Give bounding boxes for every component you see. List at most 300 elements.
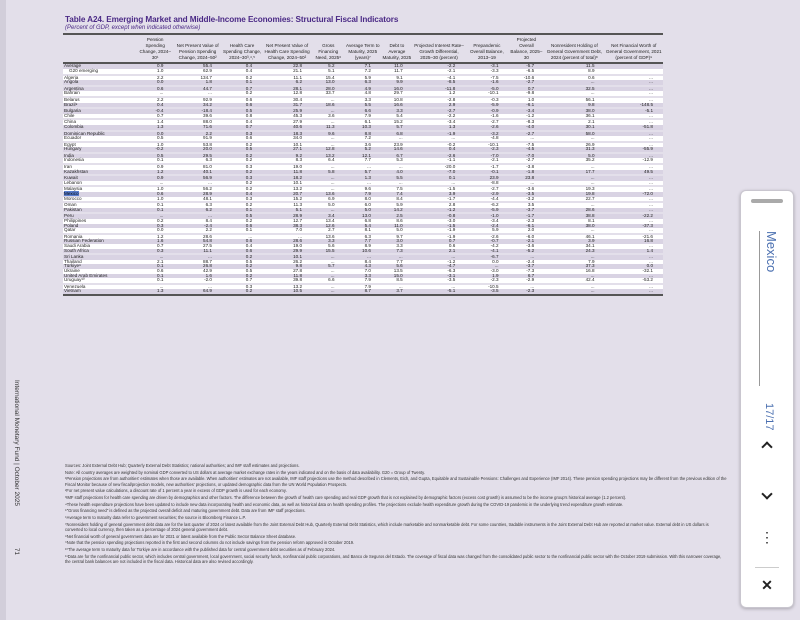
table-cell: -3.1 — [413, 274, 466, 279]
table-cell: 0.2 — [222, 181, 262, 186]
table-cell: 10.5 — [262, 289, 312, 295]
table-cell: ... — [312, 289, 345, 295]
row-label-text: Average — [64, 63, 82, 69]
table-cell: 11.8 — [262, 274, 312, 279]
table-cell: -7.0 — [413, 170, 466, 175]
table-cell: 6.4 — [312, 158, 345, 163]
table-cell: 1.0 — [509, 98, 545, 103]
table-cell: 88.7 — [173, 260, 222, 265]
table-cell: 5.9 — [465, 228, 508, 233]
table-cell: 9.8 — [262, 264, 312, 269]
table-cell: -6.5 — [509, 69, 545, 74]
table-cell: 6.1 — [345, 120, 381, 125]
table-cell: 0.6 — [222, 98, 262, 103]
table-cell: 0.6 — [222, 136, 262, 141]
table-cell: ... — [544, 255, 604, 260]
table-cell: 28.6 — [544, 208, 604, 213]
table-cell: 42.4 — [544, 278, 604, 283]
table-cell: 1.8 — [173, 80, 222, 85]
table-cell: 0.3 — [222, 165, 262, 170]
table-cell: 13.2 — [262, 187, 312, 192]
previous-match-button[interactable] — [751, 434, 783, 458]
table-cell: 1.4 — [605, 249, 663, 254]
table-cell: 24.3 — [544, 249, 604, 254]
table-cell: -4.5 — [509, 147, 545, 152]
find-input-underline — [759, 231, 760, 386]
table-cell: 0.1 — [137, 264, 173, 269]
table-cell: 0.6 — [137, 192, 173, 197]
table-note: ¹¹Data are for the nonfinancial public sector, which includes central government, local government, social security funds, nonfinancial public corporations, and Banco de Seguros del Estado. The coverage of fiscal data was changed from the consolidated public sector to the nonfinancial public sector with the October 2019 submission. With this narrower coverage, the central bank balances are not included in the fiscal data. Historical data are also revised accordingly. — [65, 553, 722, 565]
table-cell: 30.1 — [544, 125, 604, 130]
table-cell: -2.3 — [465, 278, 508, 283]
table-cell: -0.8 — [413, 214, 466, 219]
table-cell: -3.3 — [465, 69, 508, 74]
table-cell: 11.0 — [381, 224, 413, 229]
table-cell: 3.3 — [345, 274, 381, 279]
table-cell: 7.7 — [381, 260, 413, 265]
table-cell: 29.5 — [173, 154, 222, 159]
table-cell: 30.4 — [262, 98, 312, 103]
row-label-text: Philippines — [64, 218, 87, 223]
table-cell: ... — [345, 181, 381, 186]
table-cell: -6.0 — [509, 235, 545, 240]
table-cell: 28.1 — [262, 87, 312, 92]
table-cell: 5.6 — [312, 244, 345, 249]
table-cell: 23.8 — [509, 176, 545, 181]
row-label-text: United Arab Emirates — [64, 272, 108, 278]
table-cell: ... — [312, 269, 345, 274]
table-cell: ... — [605, 165, 663, 170]
table-cell: ... — [605, 260, 663, 265]
table-cell: -2.8 — [413, 98, 466, 103]
table-cell: ... — [605, 114, 663, 119]
table-cell: ... — [312, 109, 345, 114]
table-cell: ... — [137, 91, 173, 96]
table-cell: 0.7 — [413, 239, 466, 244]
table-title: Table A24. Emerging Market and Middle-Income Economies: Structural Fiscal Indicators — [65, 15, 399, 24]
row-label-text: Sri Lanka — [64, 254, 84, 260]
table-cell: 56.1 — [544, 98, 604, 103]
table-cell: 5.7 — [381, 125, 413, 130]
table-cell: ... — [509, 255, 545, 260]
table-cell: 0.9 — [137, 165, 173, 170]
row-label-text: Brazil⁹ — [64, 101, 78, 107]
table-note: ⁴These health expenditure projections have been updated to include new data incorporating health and economic data, as well as historical data on health spending profiles. The projections exclude health expenditure growth during the COVID-19 pandemic in the underlying trend expenditure growth estimate. — [65, 501, 624, 507]
table-cell: -2.7 — [509, 132, 545, 137]
table-cell: -2.1 — [413, 69, 466, 74]
table-cell: 1.2 — [137, 170, 173, 175]
table-cell: 0.2 — [222, 143, 262, 148]
table-cell: 5.0 — [381, 228, 413, 233]
row-label-text: Lebanon — [64, 179, 82, 185]
table-cell: 0.4 — [222, 69, 262, 74]
table-cell: -2.2 — [413, 63, 466, 69]
table-cell: 12.8 — [262, 91, 312, 96]
table-cell: ... — [345, 165, 381, 170]
drag-handle[interactable] — [751, 199, 783, 203]
table-cell: -2.6 — [413, 154, 466, 159]
table-cell: 4.0 — [381, 170, 413, 175]
table-cell: 0.6 — [222, 224, 262, 229]
table-cell: 19.3 — [544, 187, 604, 192]
table-cell: 0.1 — [222, 228, 262, 233]
table-cell: 9.2 — [262, 154, 312, 159]
table-cell: 1.6 — [137, 239, 173, 244]
table-cell: 0.2 — [222, 158, 262, 163]
table-cell: -1.9 — [413, 228, 466, 233]
row-label-text: Bahrain — [64, 90, 80, 96]
row-label-text: Bulgaria — [64, 108, 81, 114]
table-notes — [65, 463, 727, 566]
table-cell: 12.6 — [312, 224, 345, 229]
table-cell: 16.8 — [544, 269, 604, 274]
table-cell: -1.7 — [509, 214, 545, 219]
row-label-text: Vietnam — [64, 288, 81, 294]
table-cell: ... — [173, 91, 222, 96]
table-cell: 40.1 — [173, 170, 222, 175]
table-cell: 25.9 — [262, 109, 312, 114]
table-cell: -55.9 — [605, 147, 663, 152]
table-note: ⁷Nonresident holding of general government debt data are for the last quarter of 2024 or latest available from the Joint External Debt Hub, Quarterly External Debt Statistics, which include marketable and nonmarketable debt. For some countries, tradable instruments in the Joint External Debt Hub are reported at market value. External debt in US dollars is converted to local currency, then taken as a percentage of 2024 general government debt. — [65, 521, 709, 533]
table-cell: 5.7 — [312, 264, 345, 269]
table-cell: -1.7 — [465, 165, 508, 170]
table-cell: -2.6 — [465, 125, 508, 130]
close-find-button[interactable] — [751, 573, 783, 597]
table-cell: ... — [544, 181, 604, 186]
table-cell: 5.3 — [381, 158, 413, 163]
table-cell: 0.2 — [222, 289, 262, 295]
table-cell: ... — [605, 98, 663, 103]
table-cell: 0.0 — [137, 80, 173, 85]
table-note: ⁵"Gross financing need" is defined as the projected overall deficit and maturing government debt. Data are from IMF staff projections. — [65, 508, 306, 514]
table-cell: ... — [312, 285, 345, 290]
table-cell: 5.7 — [345, 170, 381, 175]
row-label-text: Kazakhstan — [64, 168, 89, 174]
table-cell: -5.1 — [605, 109, 663, 114]
table-cell: -8.3 — [509, 120, 545, 125]
table-cell: 0.7 — [222, 125, 262, 130]
table-cell: -1.7 — [413, 197, 466, 202]
table-cell: ... — [605, 136, 663, 141]
row-label-text: Indonesia — [64, 157, 84, 163]
table-cell: ... — [605, 197, 663, 202]
table-cell: ... — [605, 176, 663, 181]
table-cell: ... — [605, 228, 663, 233]
table-cell: 44.7 — [173, 87, 222, 92]
table-note: ²For net present value calculations, a discount rate of 1 percent a year in excess of GDP growth is used for each economy. — [65, 488, 287, 494]
table-cell: ... — [312, 181, 345, 186]
table-cell: 15.4 — [312, 76, 345, 81]
table-cell: 0.4 — [413, 147, 466, 152]
table-cell: 5.0 — [544, 154, 604, 159]
table-cell: ... — [137, 181, 173, 186]
table-cell: ... — [605, 120, 663, 125]
table-cell: 0.7 — [222, 278, 262, 283]
table-cell: ... — [605, 208, 663, 213]
table-cell: -1.5 — [413, 224, 466, 229]
table-cell: -53.2 — [605, 278, 663, 283]
table-cell: 1.3 — [137, 125, 173, 130]
table-cell: -1.2 — [413, 260, 466, 265]
table-cell: 6.3 — [345, 80, 381, 85]
find-in-page-bar — [740, 190, 794, 608]
table-cell: 8.4 — [173, 219, 222, 224]
table-cell: 7.0 — [262, 228, 312, 233]
table-cell: 7.1 — [345, 63, 381, 69]
table-cell: -9.8 — [509, 91, 545, 96]
table-cell: ... — [345, 255, 381, 260]
footer-publication: International Monetary Fund | October 2025 — [13, 380, 20, 506]
row-label-text: Ukraine — [64, 267, 80, 273]
page-footer — [13, 380, 20, 555]
table-cell: 0.0 — [465, 260, 508, 265]
table-subtitle: (Percent of GDP, except when indicated otherwise) — [65, 25, 201, 31]
table-cell: 8.4 — [381, 197, 413, 202]
table-cell: ... — [605, 255, 663, 260]
table-cell: 11.0 — [381, 63, 413, 69]
chevron-down-icon — [761, 488, 772, 499]
table-cell: 8.5 — [381, 278, 413, 283]
table-cell: 2.9 — [413, 103, 466, 108]
table-cell: 11.7 — [381, 69, 413, 74]
table-cell: ... — [381, 255, 413, 260]
table-cell: 34.1 — [544, 244, 604, 249]
table-cell: 13.2 — [262, 285, 312, 290]
table-cell: 27.8 — [262, 269, 312, 274]
table-cell: ... — [312, 143, 345, 148]
table-cell: 26.8 — [173, 264, 222, 269]
table-cell: -3.0 — [413, 219, 466, 224]
table-cell: 38.0 — [544, 224, 604, 229]
table-cell: 6.2 — [173, 208, 222, 213]
table-cell: 88.0 — [173, 120, 222, 125]
table-cell: 0.4 — [222, 192, 262, 197]
table-cell: 9.1 — [381, 76, 413, 81]
next-match-button[interactable] — [751, 481, 783, 505]
table-cell: 2.2 — [173, 228, 222, 233]
table-cell: 134.7 — [173, 76, 222, 81]
table-cell: -2.3 — [465, 147, 508, 152]
table-cell: -2.9 — [509, 278, 545, 283]
table-cell: 0.3 — [222, 197, 262, 202]
search-highlight: Mexico — [64, 191, 79, 197]
table-cell: 0.2 — [222, 203, 262, 208]
table-cell: -4.1 — [413, 76, 466, 81]
table-cell: 32.5 — [544, 87, 604, 92]
column-header: Net Present Value of Pension Spending Change, 2024–50² — [173, 34, 222, 63]
table-cell: 3.3 — [381, 244, 413, 249]
table-cell: 0.2 — [222, 91, 262, 96]
table-cell: ... — [605, 289, 663, 295]
table-cell: 1.3 — [345, 176, 381, 181]
table-cell: 10.1 — [262, 181, 312, 186]
table-cell: ... — [173, 214, 222, 219]
table-cell: 0.9 — [137, 176, 173, 181]
table-cell: ... — [312, 274, 345, 279]
table-cell: 1.2 — [137, 235, 173, 240]
table-note: ¹⁰The average term to maturity data for Türkiye are in accordance with the published data for central government debt securities as of February 2024. — [65, 547, 336, 553]
table-cell: 10.3 — [345, 125, 381, 130]
table-cell: 5.2 — [312, 63, 345, 69]
table-cell: 6.9 — [312, 197, 345, 202]
table-cell: -2.7 — [465, 120, 508, 125]
table-cell: 56.2 — [173, 187, 222, 192]
table-cell: 2.0 — [509, 228, 545, 233]
table-cell: ... — [605, 80, 663, 85]
table-note: ⁶Average term to maturity data refer to government securities; the source is Bloomberg Finance L.P. — [65, 515, 246, 521]
table-cell: 38.3 — [262, 224, 312, 229]
table-cell: -3.4 — [413, 120, 466, 125]
find-input[interactable]: Mexico — [764, 231, 779, 273]
table-cell: 8.0 — [345, 197, 381, 202]
fiscal-indicators-table — [63, 33, 663, 296]
table-cell: 39.6 — [173, 114, 222, 119]
table-cell: 5.2 — [345, 147, 381, 152]
table-cell: 19.0 — [262, 165, 312, 170]
table-cell: ... — [544, 91, 604, 96]
table-cell: 13.5 — [381, 269, 413, 274]
table-cell: 58.0 — [544, 132, 604, 137]
table-cell: 1.6 — [173, 274, 222, 279]
table-cell: 0.7 — [222, 87, 262, 92]
table-cell: ... — [312, 165, 345, 170]
table-cell: 5.4 — [381, 114, 413, 119]
table-cell: 37.3 — [544, 264, 604, 269]
table-cell: -4.0 — [509, 125, 545, 130]
table-cell: 20.7 — [262, 192, 312, 197]
table-cell: -7.5 — [509, 143, 545, 148]
table-cell: 2.1 — [137, 260, 173, 265]
row-label-text: Colombia — [64, 123, 84, 129]
table-cell: 2.1 — [413, 249, 466, 254]
table-cell: 6.3 — [173, 203, 222, 208]
table-cell: 6.8 — [345, 219, 381, 224]
table-cell: 6.2 — [262, 80, 312, 85]
table-cell: ... — [312, 136, 345, 141]
table-cell: ... — [222, 235, 262, 240]
table-cell: -2.4 — [465, 224, 508, 229]
row-label-text: Argentina — [64, 85, 84, 91]
close-icon: ✕ — [761, 577, 773, 593]
table-cell: 62.9 — [173, 69, 222, 74]
table-cell: 0.2 — [222, 170, 262, 175]
more-options-button[interactable] — [751, 525, 783, 549]
table-cell: 5.1 — [262, 208, 312, 213]
row-label-text: Thailand — [64, 258, 82, 264]
table-cell: -3.8 — [509, 165, 545, 170]
table-cell: 0.4 — [222, 63, 262, 69]
table-cell: 31.7 — [262, 103, 312, 108]
table-cell: -1.0 — [465, 214, 508, 219]
table-cell: 15.5 — [312, 249, 345, 254]
table-cell: 8.7 — [345, 289, 381, 295]
table-cell: -2.7 — [509, 158, 545, 163]
table-cell: ... — [381, 181, 413, 186]
table-cell: 1.3 — [413, 125, 466, 130]
table-cell: 28.6 — [173, 235, 222, 240]
table-cell: 0.6 — [137, 87, 173, 92]
table-cell: 28.0 — [312, 87, 345, 92]
table-cell: -20.0 — [413, 165, 466, 170]
column-header: Gross Financing Need, 2025⁶ — [312, 34, 345, 63]
table-cell: ... — [509, 285, 545, 290]
table-cell: ... — [605, 219, 663, 224]
table-cell: -3.2 — [509, 197, 545, 202]
table-cell: 42.9 — [173, 269, 222, 274]
table-cell: ... — [544, 228, 604, 233]
table-cell: 0.5 — [222, 147, 262, 152]
table-cell: 64.9 — [173, 289, 222, 295]
table-cell: 13.6 — [312, 235, 345, 240]
table-cell: 7.3 — [381, 249, 413, 254]
table-cell: -7.0 — [465, 154, 508, 159]
table-cell: 10.1 — [262, 255, 312, 260]
row-label-text: Kuwait — [64, 175, 78, 181]
table-cell: -2.0 — [173, 278, 222, 283]
table-cell: -3.2 — [465, 132, 508, 137]
table-cell: 3.5 — [509, 203, 545, 208]
table-cell: 0.2 — [222, 274, 262, 279]
table-cell: 0.1 — [137, 208, 173, 213]
table-cell: ... — [605, 91, 663, 96]
table-cell: 4.9 — [345, 87, 381, 92]
table-cell: 0.1 — [137, 278, 173, 283]
table-cell: 0.7 — [509, 87, 545, 92]
table-cell: 0.2 — [222, 264, 262, 269]
table-cell: ... — [413, 285, 466, 290]
table-cell: -0.4 — [137, 109, 173, 114]
table-cell: 8.9 — [345, 244, 381, 249]
table-cell: -3.6 — [509, 244, 545, 249]
table-cell: -2.4 — [173, 224, 222, 229]
row-label-text: Chile — [64, 112, 75, 118]
table-cell: 3.6 — [312, 114, 345, 119]
table-cell: 19.0 — [262, 244, 312, 249]
table-cell: ... — [312, 208, 345, 213]
row-label-text: Uruguay¹⁰ — [64, 277, 85, 283]
table-cell: -1.9 — [413, 235, 466, 240]
row-label-text: Romania — [64, 233, 83, 239]
table-cell: -3.7 — [509, 264, 545, 269]
table-cell: -2.2 — [413, 114, 466, 119]
table-cell: 2.1 — [544, 120, 604, 125]
table-cell: 1.0 — [137, 69, 173, 74]
column-header — [63, 34, 137, 63]
table-cell: 10.8 — [381, 98, 413, 103]
table-cell: 48.1 — [173, 197, 222, 202]
table-cell: 4.3 — [345, 264, 381, 269]
table-cell: 3.3 — [312, 239, 345, 244]
table-cell: 33.7 — [312, 91, 345, 96]
table-cell: ... — [173, 181, 222, 186]
table-cell: 7.2 — [345, 136, 381, 141]
table-cell: 49.5 — [605, 170, 663, 175]
table-cell: 0.0 — [605, 264, 663, 269]
table-cell: 0.7 — [137, 114, 173, 119]
table-cell: -12.9 — [605, 158, 663, 163]
divider — [755, 567, 779, 568]
table-cell: 3.9 — [413, 192, 466, 197]
table-cell: 22.8 — [262, 63, 312, 69]
table-cell: 3.9 — [544, 239, 604, 244]
table-cell: 6.7 — [381, 154, 413, 159]
table-cell: 7.9 — [345, 192, 381, 197]
table-cell: -6.1 — [509, 224, 545, 229]
table-cell: 18.6 — [312, 103, 345, 108]
table-cell: -2.6 — [465, 235, 508, 240]
table-cell: -8.8 — [465, 181, 508, 186]
table-cell: 92.9 — [173, 98, 222, 103]
